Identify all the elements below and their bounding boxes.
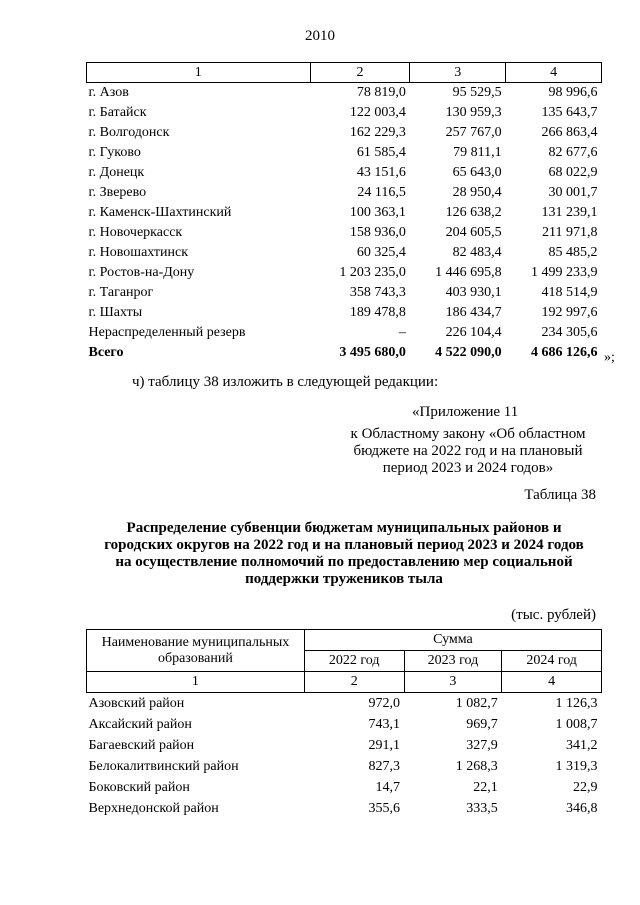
value-cell: 226 104,4 <box>445 325 502 340</box>
value-cell: 1 126,3 <box>555 696 598 711</box>
value-cell: 61 585,4 <box>356 145 406 160</box>
row-name: г. Азов <box>88 85 129 100</box>
name-header-line: образований <box>157 650 233 666</box>
value-cell: 234 305,6 <box>541 325 598 340</box>
value-cell: 327,9 <box>466 738 498 753</box>
value-cell: 211 971,8 <box>542 225 598 240</box>
value-cell: 82 677,6 <box>548 145 598 160</box>
row-name: Верхнедонской район <box>88 801 219 816</box>
value-cell: 743,1 <box>368 717 401 732</box>
table-row <box>87 283 602 303</box>
page-number: 2010 <box>305 28 335 44</box>
value-cell: 291,1 <box>368 738 401 753</box>
value-cell: 1 499 233,9 <box>531 265 598 280</box>
value-cell: 22,9 <box>573 780 598 795</box>
value-cell: 95 529,5 <box>452 85 502 100</box>
value-cell: 969,7 <box>466 717 498 732</box>
heading-line: Распределение субвенции бюджетам муниципальных районов и <box>126 520 562 536</box>
table-header-row <box>87 63 602 83</box>
row-name: г. Ростов-на-Дону <box>88 265 195 280</box>
value-cell: 827,3 <box>368 759 401 774</box>
value-cell: 341,2 <box>566 738 598 753</box>
subventions-table <box>86 629 602 819</box>
row-name: г. Гуково <box>88 145 141 160</box>
row-name: Аксайский район <box>88 717 192 732</box>
value-cell: 24 116,5 <box>357 185 406 200</box>
table-row <box>87 798 602 819</box>
cities-table <box>86 62 602 363</box>
row-name: Нераспределенный резерв <box>88 325 246 340</box>
row-name: Белокалитвинский район <box>88 759 239 774</box>
value-cell: 130 959,3 <box>445 105 502 120</box>
table-row <box>87 756 602 777</box>
units-label: (тыс. рублей) <box>511 607 596 623</box>
name-column-header <box>87 630 305 672</box>
table-row <box>87 163 602 183</box>
value-cell: 1 268,3 <box>455 759 498 774</box>
table-row <box>87 714 602 735</box>
value-cell: 60 325,4 <box>356 245 406 260</box>
appendix-line: бюджете на 2022 год и на плановый <box>353 443 583 459</box>
table-header-row <box>87 630 602 651</box>
value-cell: 189 478,8 <box>349 305 406 320</box>
row-name: г. Шахты <box>88 305 143 320</box>
table-heading <box>86 520 602 588</box>
row-name: г. Донецк <box>88 165 145 180</box>
total-value: 4 686 126,6 <box>531 345 598 360</box>
total-value: 3 495 680,0 <box>339 345 406 360</box>
table-row <box>87 323 602 343</box>
table-row <box>87 203 602 223</box>
value-cell: 418 514,9 <box>541 285 598 300</box>
value-cell: 266 863,4 <box>541 125 598 140</box>
row-name: Боковский район <box>88 780 190 795</box>
appendix-line: период 2023 и 2024 годов» <box>382 460 554 476</box>
value-cell: 333,5 <box>466 801 498 816</box>
value-cell: 158 936,0 <box>349 225 406 240</box>
column-number: 3 <box>404 672 502 693</box>
table-row <box>87 243 602 263</box>
row-name: г. Волгодонск <box>88 125 170 140</box>
appendix-title: «Приложение 11 <box>412 404 519 420</box>
total-row <box>87 343 602 363</box>
column-number: 4 <box>502 672 602 693</box>
value-cell: 355,6 <box>368 801 401 816</box>
value-cell: 972,0 <box>368 696 401 711</box>
table-row <box>87 103 602 123</box>
header-cell: 3 <box>410 63 506 83</box>
value-cell: 1 008,7 <box>555 717 598 732</box>
table-row <box>87 83 602 104</box>
year-header: 2022 год <box>304 651 404 672</box>
value-cell: – <box>398 325 406 340</box>
table-row <box>87 777 602 798</box>
row-name: г. Таганрог <box>88 285 154 300</box>
table-row <box>87 123 602 143</box>
year-header: 2024 год <box>502 651 602 672</box>
year-header: 2023 год <box>404 651 502 672</box>
row-name: г. Новочеркасск <box>88 225 183 240</box>
total-value: 4 522 090,0 <box>435 345 502 360</box>
value-cell: 126 638,2 <box>445 205 502 220</box>
value-cell: 204 605,5 <box>445 225 502 240</box>
amendment-paragraph: ч) таблицу 38 изложить в следующей редакции: <box>132 374 439 390</box>
table-row <box>87 143 602 163</box>
column-number: 2 <box>304 672 404 693</box>
value-cell: 1 446 695,8 <box>435 265 502 280</box>
table-row <box>87 223 602 243</box>
value-cell: 22,1 <box>473 780 498 795</box>
header-cell: 2 <box>310 63 410 83</box>
value-cell: 1 203 235,0 <box>339 265 406 280</box>
value-cell: 14,7 <box>375 780 401 795</box>
value-cell: 346,8 <box>566 801 598 816</box>
row-name: г. Батайск <box>88 105 147 120</box>
table-number: Таблица 38 <box>524 487 596 503</box>
value-cell: 403 930,1 <box>445 285 502 300</box>
value-cell: 78 819,0 <box>356 85 406 100</box>
table-row <box>87 735 602 756</box>
table-row <box>87 183 602 203</box>
value-cell: 30 001,7 <box>548 185 598 200</box>
numbering-row <box>87 672 602 693</box>
row-name: г. Новошахтинск <box>88 245 189 260</box>
value-cell: 192 997,6 <box>541 305 598 320</box>
heading-line: на осуществление полномочий по предоставлению мер социальной <box>115 554 573 570</box>
value-cell: 162 229,3 <box>349 125 406 140</box>
value-cell: 1 319,3 <box>555 759 598 774</box>
value-cell: 98 996,6 <box>548 85 598 100</box>
value-cell: 1 082,7 <box>455 696 498 711</box>
table-row <box>87 303 602 323</box>
value-cell: 68 022,9 <box>548 165 598 180</box>
heading-line: городских округов на 2022 год и на плановый период 2023 и 2024 годов <box>104 537 584 553</box>
value-cell: 186 434,7 <box>445 305 502 320</box>
name-header-line: Наименование муниципальных <box>101 634 290 650</box>
value-cell: 358 743,3 <box>349 285 406 300</box>
header-cell: 4 <box>506 63 602 83</box>
heading-line: поддержки тружеников тыла <box>245 571 443 587</box>
table-row <box>87 263 602 283</box>
appendix-line: к Областному закону «Об областном <box>350 426 586 442</box>
appendix-reference <box>338 426 598 477</box>
value-cell: 257 767,0 <box>445 125 502 140</box>
value-cell: 43 151,6 <box>356 165 406 180</box>
table-row <box>87 693 602 715</box>
value-cell: 28 950,4 <box>452 185 502 200</box>
column-number: 1 <box>87 672 305 693</box>
value-cell: 131 239,1 <box>541 205 598 220</box>
value-cell: 82 483,4 <box>452 245 502 260</box>
total-label: Всего <box>88 345 124 360</box>
closing-quote: »; <box>604 350 615 365</box>
header-cell: 1 <box>87 63 311 83</box>
value-cell: 100 363,1 <box>349 205 406 220</box>
value-cell: 79 811,1 <box>453 145 502 160</box>
value-cell: 122 003,4 <box>349 105 406 120</box>
row-name: г. Каменск-Шахтинский <box>88 205 232 220</box>
sum-header: Сумма <box>304 630 601 651</box>
value-cell: 85 485,2 <box>548 245 598 260</box>
row-name: Багаевский район <box>88 738 195 753</box>
value-cell: 65 643,0 <box>452 165 502 180</box>
row-name: г. Зверево <box>88 185 147 200</box>
row-name: Азовский район <box>88 696 185 711</box>
value-cell: 135 643,7 <box>541 105 598 120</box>
